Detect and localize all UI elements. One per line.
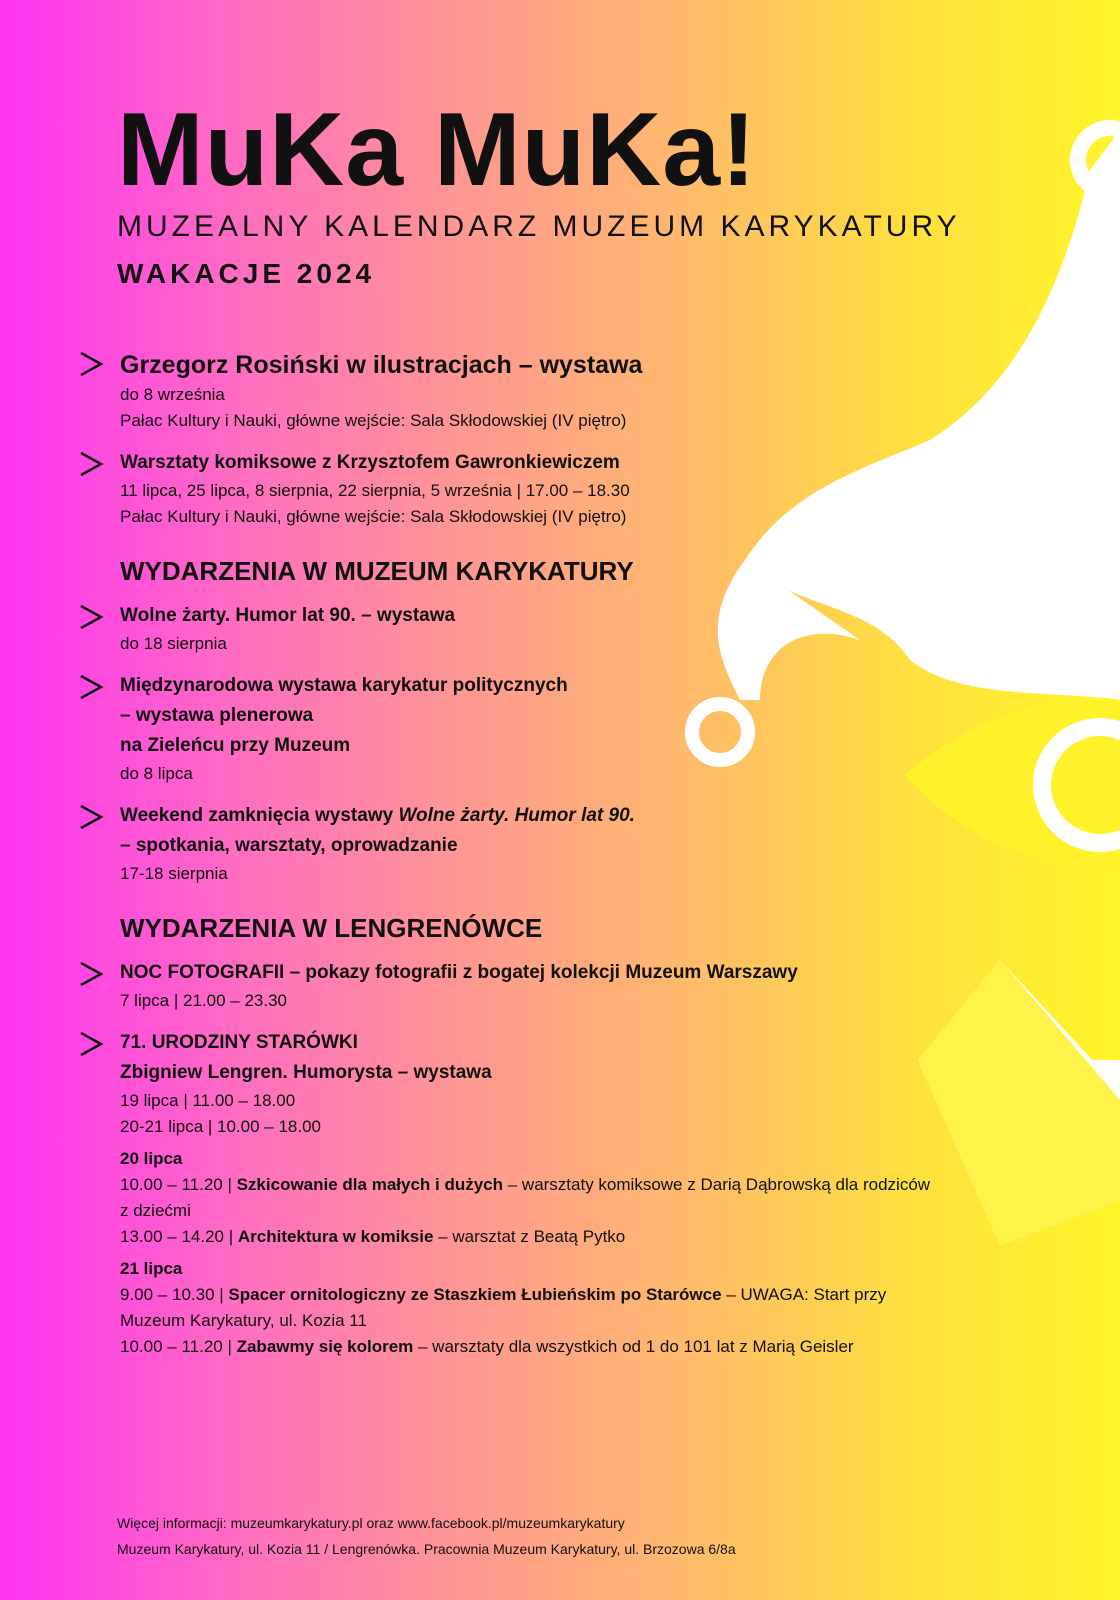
header [117, 92, 961, 290]
schedule-title: Szkicowanie dla małych i dużych [236, 1175, 504, 1194]
schedule-time: 10.00 – 11.20 | [120, 1337, 237, 1356]
event-date: 7 lipca | 21.00 – 23.30 [120, 991, 287, 1010]
list-item [120, 448, 940, 530]
list-item [120, 958, 940, 1014]
schedule-desc: – warsztaty komiksowe z Darią Dąbrowską dla rodziców z dziećmi [120, 1175, 931, 1220]
list-item [120, 601, 940, 657]
event-title [120, 801, 940, 831]
event-hours: 19 lipca | 11.00 – 18.00 [120, 1091, 296, 1110]
day-label: 21 lipca [120, 1259, 183, 1278]
event-title-italic: Wolne żarty. Humor lat 90. [398, 805, 635, 826]
footer-address-line: Muzeum Karykatury, ul. Kozia 11 / Lengrenówka. Pracownia Muzeum Karykatury, ul. Brzozowa 6/8a [117, 1541, 736, 1557]
footer-info-line: Więcej informacji: muzeumkarykatury.pl oraz www.facebook.pl/muzeumkarykatury [117, 1515, 625, 1531]
event-title: 71. URODZINY STARÓWKI [120, 1032, 358, 1053]
event-date: do 8 września [120, 385, 225, 404]
list-item [120, 348, 940, 434]
event-title-part: Weekend zamknięcia wystawy [120, 805, 399, 826]
event-date: 17-18 sierpnia [120, 864, 228, 883]
event-list [120, 348, 940, 1374]
event-subtitle: Zbigniew Lengren. Humorysta – wystawa [120, 1062, 492, 1083]
list-item [120, 1028, 940, 1360]
schedule-item [120, 1334, 940, 1360]
section-heading-lengren: WYDARZENIA W LENGRENÓWCE [120, 913, 543, 943]
schedule-title: Architektura w komiksie [237, 1227, 434, 1246]
event-title-cont: na Zieleńcu przy Muzeum [120, 735, 351, 756]
event-title: Wolne żarty. Humor lat 90. – wystawa [120, 605, 456, 626]
list-item [120, 671, 940, 787]
page-title: MuKa MuKa! [117, 92, 757, 208]
season-label: WAKACJE 2024 [117, 258, 376, 289]
event-title: Warsztaty komiksowe z Krzysztofem Gawronkiewiczem [120, 452, 620, 473]
arrow-bullet-icon [78, 603, 104, 631]
page-subtitle: MUZEALNY KALENDARZ MUZEUM KARYKATURY [117, 210, 961, 243]
schedule-item [120, 1282, 940, 1334]
event-date: 11 lipca, 25 lipca, 8 sierpnia, 22 sierpnia, 5 września | 17.00 – 18.30 [120, 481, 630, 500]
lower-yellow-wedge [918, 960, 1120, 1245]
footer [117, 1510, 736, 1562]
event-place: Pałac Kultury i Nauki, główne wejście: Sala Skłodowskiej (IV piętro) [120, 411, 627, 430]
arrow-bullet-icon [78, 673, 104, 701]
section-heading-museum: WYDARZENIA W MUZEUM KARYKATURY [120, 556, 634, 586]
event-title: Międzynarodowa wystawa karykatur politycznych [120, 675, 568, 696]
arrow-bullet-icon [78, 350, 104, 378]
event-date: do 8 lipca [120, 764, 193, 783]
schedule-title: Spacer ornitologiczny ze Staszkiem Łubieńskim po Starówce [228, 1285, 722, 1304]
event-date: do 18 sierpnia [120, 634, 227, 653]
event-title: Grzegorz Rosiński w ilustracjach – wystawa [120, 351, 643, 379]
schedule-desc: – warsztat z Beatą Pytko [433, 1227, 626, 1246]
schedule-time: 9.00 – 10.30 | [120, 1285, 229, 1304]
event-place: Pałac Kultury i Nauki, główne wejście: Sala Skłodowskiej (IV piętro) [120, 507, 627, 526]
event-hours: 20-21 lipca | 10.00 – 18.00 [120, 1117, 322, 1136]
schedule-time: 10.00 – 11.20 | [120, 1175, 237, 1194]
day-label: 20 lipca [120, 1149, 183, 1168]
event-title-cont: – spotkania, warsztaty, oprowadzanie [120, 835, 458, 856]
schedule-item [120, 1172, 940, 1224]
event-title: NOC FOTOGRAFII – pokazy fotografii z bogatej kolekcji Muzeum Warszawy [120, 962, 798, 983]
arrow-bullet-icon [78, 450, 104, 478]
arrow-bullet-icon [78, 1030, 104, 1058]
schedule-item [120, 1224, 940, 1250]
schedule-desc: – UWAGA: Start przy Muzeum Karykatury, ul. Kozia 11 [120, 1285, 887, 1330]
schedule-time: 13.00 – 14.20 | [120, 1227, 238, 1246]
arrow-bullet-icon [78, 803, 104, 831]
schedule-title: Zabawmy się kolorem [236, 1337, 414, 1356]
schedule-desc: – warsztaty dla wszystkich od 1 do 101 lat z Marią Geisler [413, 1337, 854, 1356]
event-title-cont: – wystawa plenerowa [120, 705, 314, 726]
arrow-bullet-icon [78, 960, 104, 988]
list-item [120, 801, 940, 887]
